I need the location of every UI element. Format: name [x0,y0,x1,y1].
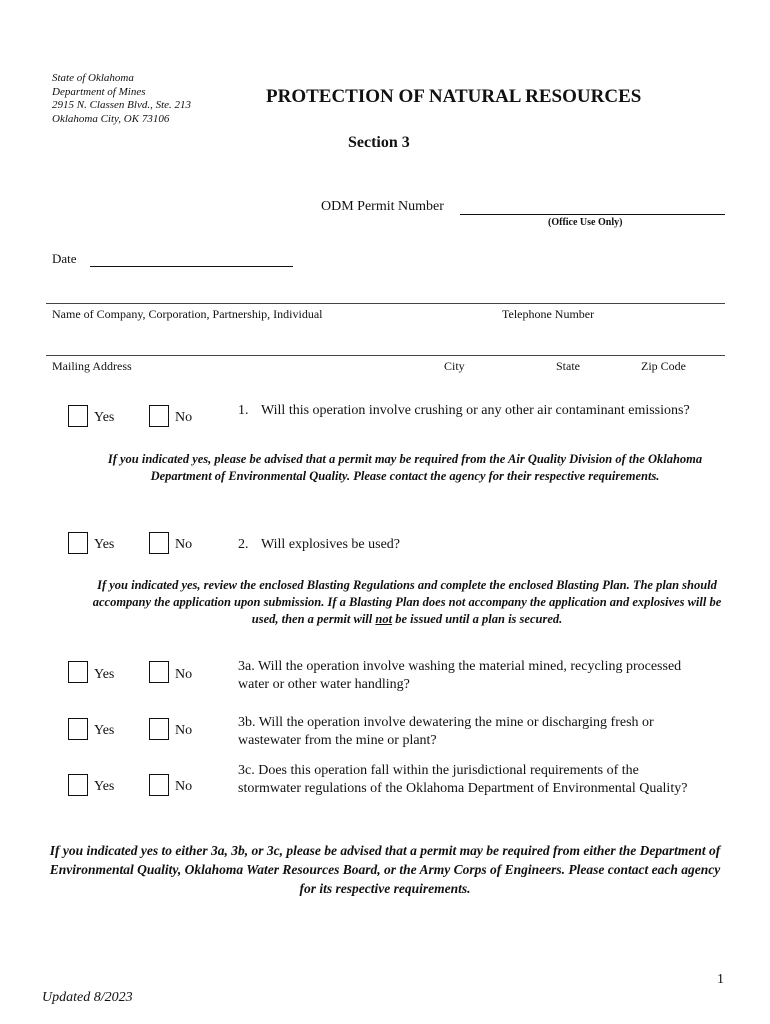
q3c-yes-label: Yes [94,779,115,794]
q3b-no-checkbox[interactable] [149,718,169,740]
agency-street: 2915 N. Classen Blvd., Ste. 213 [52,99,192,111]
q3a-yes-label: Yes [94,667,115,682]
blasting-note-emphasis: not [375,612,393,626]
question-1 [238,402,708,442]
document-title: PROTECTION OF NATURAL RESOURCES [266,86,642,107]
question-2-number: 2. [238,537,249,552]
q3a-yes-checkbox[interactable] [68,661,88,683]
zip-code-label: Zip Code [641,359,686,373]
q3b-yes-label: Yes [94,723,115,738]
city-label: City [444,359,465,373]
permit-number-field[interactable] [460,214,725,215]
telephone-label: Telephone Number [502,307,595,321]
q2-no-label: No [175,537,193,552]
state-label: State [556,359,580,373]
agency-state: State of Oklahoma [52,72,134,84]
air-quality-note: If you indicated yes, please be advised that a permit may be required from the Air Quality Division of the Oklahoma Department of Environmental Quality. Please contact the agency for their respective requirements. [107,452,703,483]
q3a-no-checkbox[interactable] [149,661,169,683]
q3b-no-label: No [175,723,193,738]
q3b-yes-checkbox[interactable] [68,718,88,740]
question-3a-text: 3a. Will the operation involve washing the material mined, recycling processed water or other water handling? [238,659,682,692]
date-field[interactable] [90,266,293,267]
updated-date: Updated 8/2023 [42,990,133,1005]
company-field[interactable] [46,303,725,304]
question-1-text: Will this operation involve crushing or any other air contaminant emissions? [261,403,690,418]
q3a-no-label: No [175,667,193,682]
date-label: Date [52,251,77,266]
q1-yes-checkbox[interactable] [68,405,88,427]
page-number: 1 [717,972,724,987]
question-2-text: Will explosives be used? [261,537,401,552]
office-use-note: (Office Use Only) [548,217,623,228]
q3c-yes-checkbox[interactable] [68,774,88,796]
q2-yes-checkbox[interactable] [68,532,88,554]
q1-no-checkbox[interactable] [149,405,169,427]
permit-number-label: ODM Permit Number [321,199,444,214]
blasting-note-text-2: be issued until a plan is secured. [392,612,563,626]
q2-no-checkbox[interactable] [149,532,169,554]
blasting-note-text-1: If you indicated yes, review the enclosed Blasting Regulations and complete the enclosed Blasting Plan. The plan should accompany the application upon submission. If a Blasting Plan does not accompany the application and explosives will be used, then a permit will [92,578,722,626]
q2-yes-label: Yes [94,537,115,552]
q1-yes-label: Yes [94,410,115,425]
company-label: Name of Company, Corporation, Partnership, Individual [52,307,323,321]
water-permit-note: If you indicated yes to either 3a, 3b, or 3c, please be advised that a permit may be required from either the Department of Environmental Quality, Oklahoma Water Resources Board, or the Army Corps of Engineers. Please contact each agency for its respective requirements. [49,843,721,896]
question-3b-text: 3b. Will the operation involve dewatering the mine or discharging fresh or wastewater from the mine or plant? [238,715,654,748]
q1-no-label: No [175,410,193,425]
agency-city: Oklahoma City, OK 73106 [52,112,170,125]
q3c-no-label: No [175,779,193,794]
blasting-note [90,577,724,628]
agency-department: Department of Mines [52,85,146,98]
mailing-address-label: Mailing Address [52,359,132,373]
question-3c-text: 3c. Does this operation fall within the jurisdictional requirements of the stormwater regulations of the Oklahoma Department of Environmental Quality? [238,763,688,796]
q3c-no-checkbox[interactable] [149,774,169,796]
agency-address [52,72,191,126]
section-heading: Section 3 [348,134,410,151]
mailing-address-field[interactable] [46,355,725,356]
question-2 [238,536,708,556]
question-1-number: 1. [238,403,249,418]
